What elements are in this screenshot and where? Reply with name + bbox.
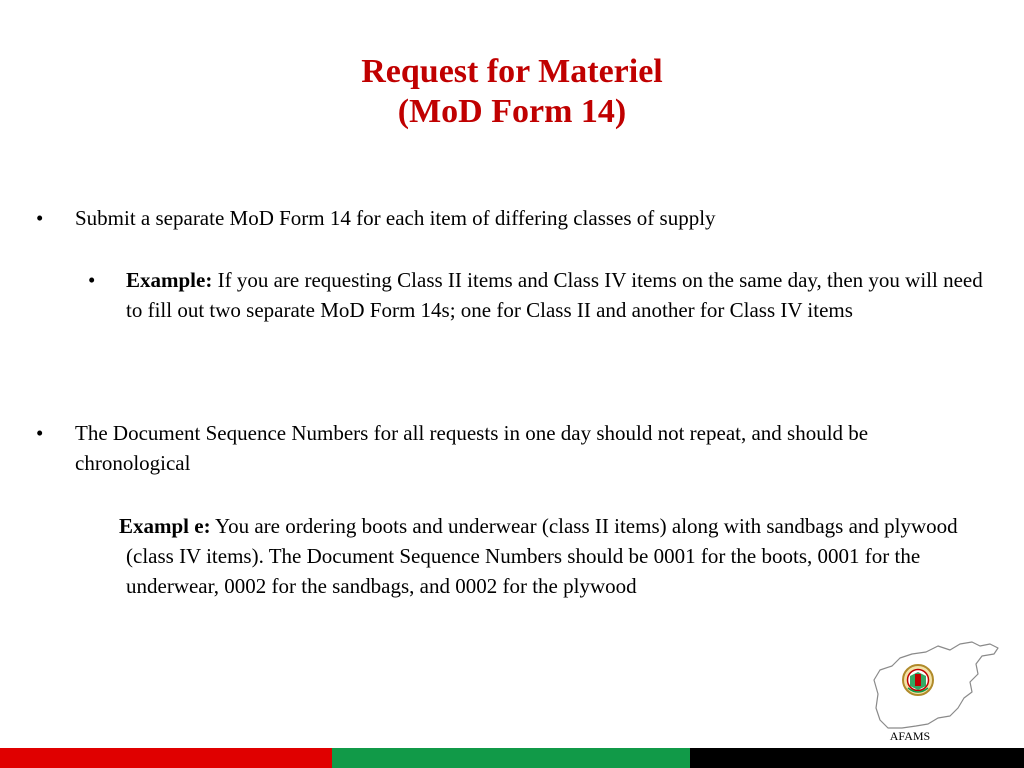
example-text: If you are requesting Class II items and Class IV items on the same day, then you will need to fill out two separate MoD Form 14s; one for Class II and another for Class IV items	[126, 268, 983, 322]
afghanistan-map-emblem-icon	[866, 636, 1006, 736]
sub-bullet-example-classes	[126, 265, 986, 325]
example-label: Exampl e:	[119, 514, 211, 538]
example-text: You are ordering boots and underwear (class II items) along with sandbags and plywood (class IV items). The Document Sequence Numbers should be 0001 for the boots, 0001 for the underwear, 0002 for the sandbags, and 0002 for the plywood	[126, 514, 958, 598]
slide-title	[0, 52, 1024, 132]
bullet-marker: •	[36, 206, 44, 230]
title-line-2: (MoD Form 14)	[397, 93, 627, 130]
bullet-document-sequence-numbers: The Document Sequence Numbers for all requests in one day should not repeat, and should be chronological	[75, 421, 869, 475]
bullet-marker: •	[36, 421, 44, 445]
footer-bar-red	[0, 748, 332, 768]
footer-color-bar	[0, 748, 1024, 768]
bullet-submit-separate-form: Submit a separate MoD Form 14 for each item of differing classes of supply	[75, 206, 716, 230]
footer-bar-green	[332, 748, 690, 768]
example-label: Example:	[126, 268, 213, 292]
footer-bar-black	[690, 748, 1024, 768]
sub-bullet-marker: •	[88, 268, 96, 292]
title-line-1: Request for Materiel	[361, 53, 663, 90]
footer-afams-label: AFAMS	[889, 729, 931, 743]
example-sequence-numbers	[119, 511, 988, 601]
